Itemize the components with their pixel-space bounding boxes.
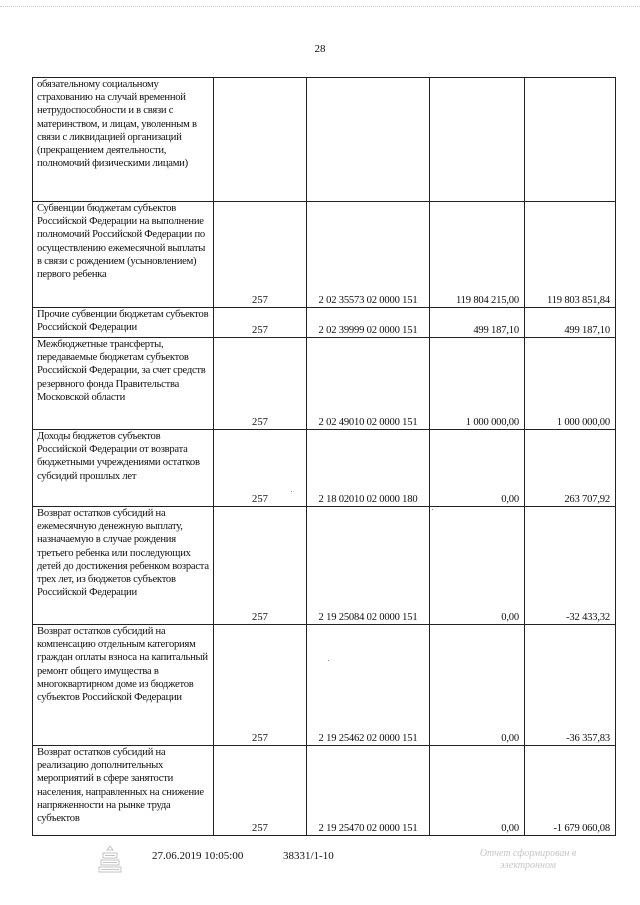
- electronic-stamp-icon: [97, 844, 123, 874]
- row-budget-code: 2 19 25470 02 0000 151: [307, 746, 430, 836]
- row-budget-code: 2 02 35573 02 0000 151: [307, 202, 430, 308]
- row-admin-code: 257: [214, 430, 307, 507]
- table-row: [33, 308, 616, 338]
- row-budget-code: 2 18 02010 02 0000 180: [307, 430, 430, 507]
- row-description: Возврат остатков субсидий на ежемесячную денежную выплату, назначаемую в случае рождения третьего ребенка или последующих детей до достижения ребенком возраста трех лет, из бюджетов субъектов Российской Федерации: [33, 507, 214, 625]
- row-description: Доходы бюджетов субъектов Российской Федерации от возврата бюджетными учреждениями остатков субсидий прошлых лет: [33, 430, 214, 507]
- row-admin-code: 257: [214, 625, 307, 746]
- budget-revenue-table: [32, 77, 616, 836]
- row-admin-code: 257: [214, 202, 307, 308]
- row-description: обязательному социальному страхованию на случай временной нетрудоспособности и в связи с материнством, и лицам, уволенным в связи с ликвидацией организаций (прекращением деятельности, полномочий физическими лицами): [33, 78, 214, 202]
- row-assigned-amount: 0,00: [430, 625, 525, 746]
- row-admin-code: 257: [214, 308, 307, 338]
- scan-speck: [291, 491, 292, 492]
- scan-speck: [328, 660, 329, 661]
- row-executed-amount: [525, 78, 616, 202]
- row-admin-code: 257: [214, 507, 307, 625]
- table-row: [33, 202, 616, 308]
- table-row: [33, 78, 616, 202]
- row-description: Субвенции бюджетам субъектов Российской Федерации на выполнение полномочий Российской Федерации по осуществлению ежемесячной выплаты в связи с рождением (усыновлением) первого ребенка: [33, 202, 214, 308]
- row-description: Прочие субвенции бюджетам субъектов Российской Федерации: [33, 308, 214, 338]
- row-budget-code: 2 02 49010 02 0000 151: [307, 338, 430, 430]
- row-budget-code: [307, 78, 430, 202]
- row-description: Межбюджетные трансферты, передаваемые бюджетам субъектов Российской Федерации, за счет средств резервного фонда Правительства Московской области: [33, 338, 214, 430]
- row-assigned-amount: 1 000 000,00: [430, 338, 525, 430]
- row-executed-amount: -36 357,83: [525, 625, 616, 746]
- row-admin-code: 257: [214, 746, 307, 836]
- watermark-line-2: электронном: [500, 860, 556, 871]
- table-row: [33, 338, 616, 430]
- row-executed-amount: -1 679 060,08: [525, 746, 616, 836]
- row-executed-amount: 1 000 000,00: [525, 338, 616, 430]
- table-row: [33, 746, 616, 836]
- row-executed-amount: 119 803 851,84: [525, 202, 616, 308]
- row-assigned-amount: 0,00: [430, 430, 525, 507]
- row-assigned-amount: 0,00: [430, 746, 525, 836]
- scan-speck: [432, 509, 433, 510]
- table-row: [33, 625, 616, 746]
- row-assigned-amount: 119 804 215,00: [430, 202, 525, 308]
- row-assigned-amount: 499 187,10: [430, 308, 525, 338]
- row-budget-code: 2 02 39999 02 0000 151: [307, 308, 430, 338]
- row-assigned-amount: 0,00: [430, 507, 525, 625]
- row-description: Возврат остатков субсидий на компенсацию отдельным категориям граждан оплаты взноса на капитальный ремонт общего имущества в многоквартирном доме из бюджетов субъектов Российской Федерации: [33, 625, 214, 746]
- page-number: 28: [314, 43, 326, 55]
- footer-document-number: 38331/1-10: [283, 850, 334, 862]
- table-row: [33, 507, 616, 625]
- row-description: Возврат остатков субсидий на реализацию дополнительных мероприятий в сфере занятости населения, направленных на снижение напряженности на рынке труда субъектов: [33, 746, 214, 836]
- row-admin-code: [214, 78, 307, 202]
- row-executed-amount: 263 707,92: [525, 430, 616, 507]
- row-budget-code: 2 19 25462 02 0000 151: [307, 625, 430, 746]
- row-budget-code: 2 19 25084 02 0000 151: [307, 507, 430, 625]
- row-admin-code: 257: [214, 338, 307, 430]
- row-assigned-amount: [430, 78, 525, 202]
- top-scan-border: [0, 6, 640, 7]
- footer-watermark: [448, 848, 608, 872]
- table-row: [33, 430, 616, 507]
- row-executed-amount: 499 187,10: [525, 308, 616, 338]
- footer-datetime: 27.06.2019 10:05:00: [152, 850, 244, 862]
- watermark-line-1: Отчет сформирован в: [479, 848, 577, 859]
- row-executed-amount: -32 433,32: [525, 507, 616, 625]
- document-footer: [0, 848, 640, 888]
